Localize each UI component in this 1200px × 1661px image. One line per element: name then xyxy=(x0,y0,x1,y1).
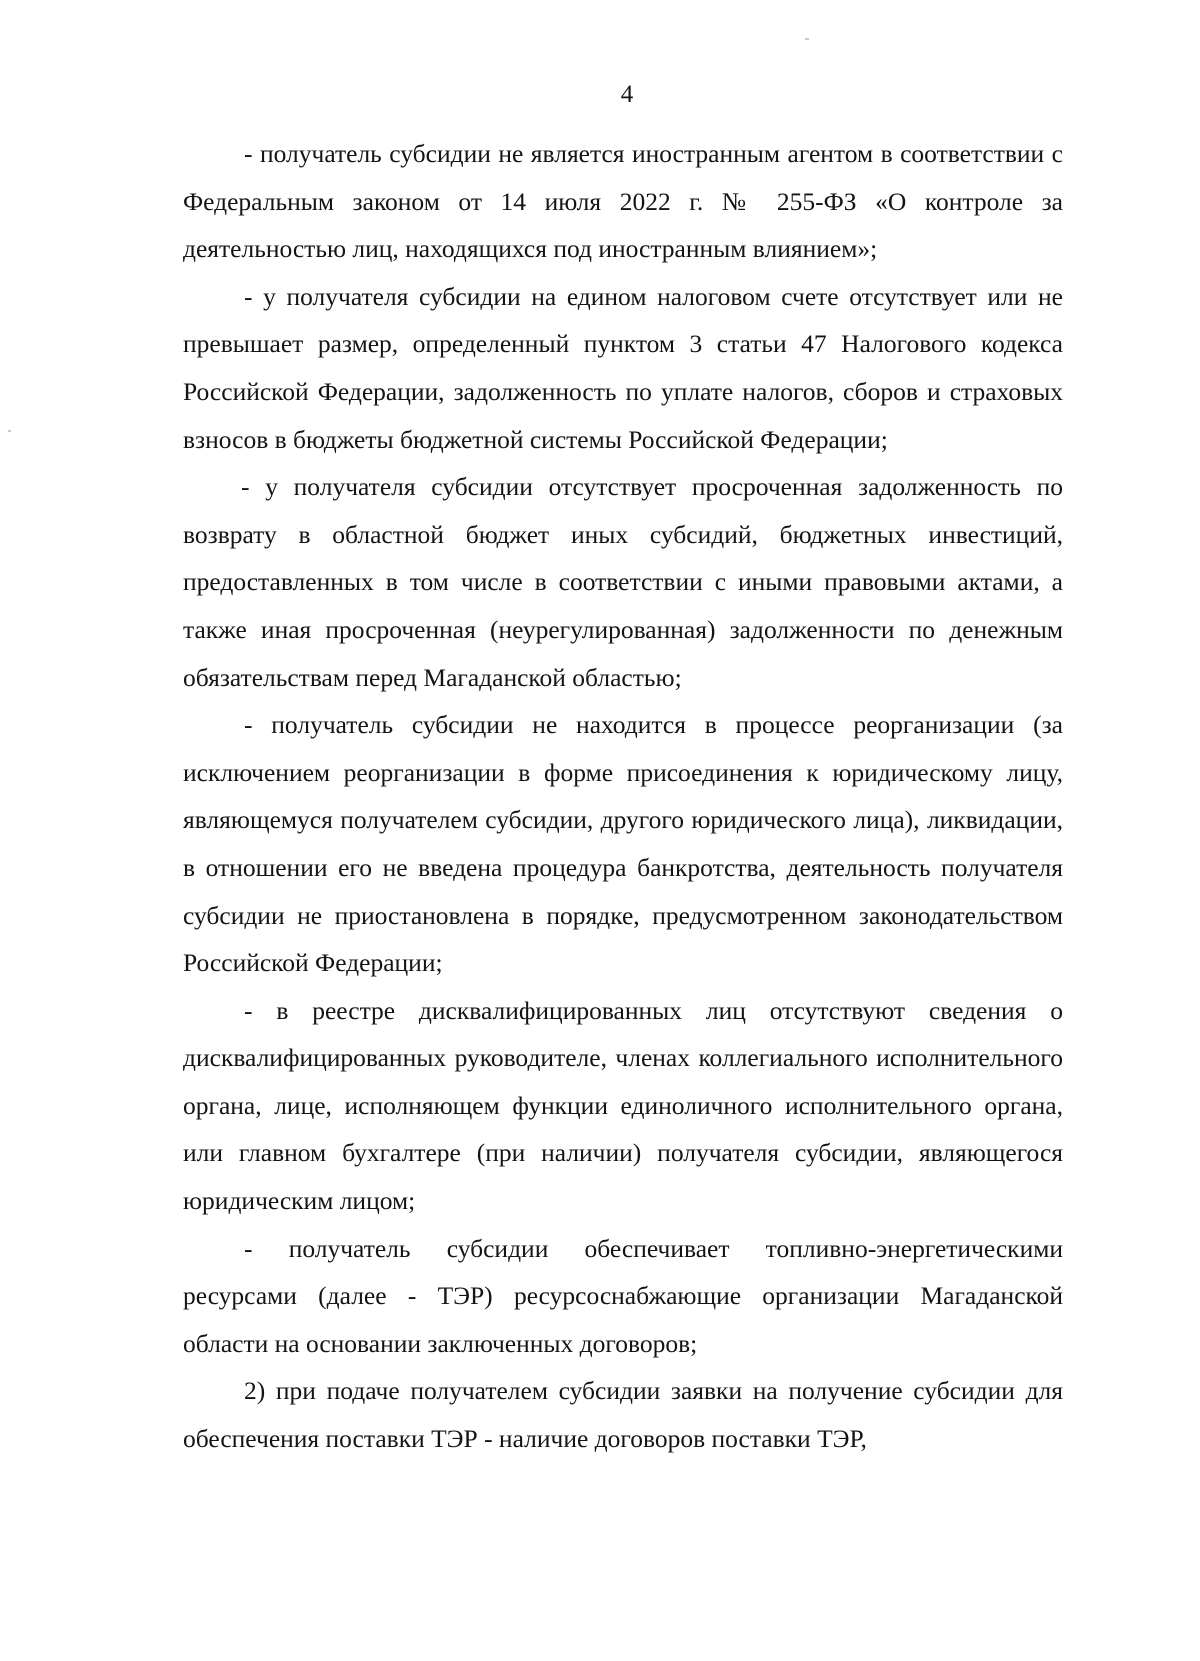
paragraph-disqualified-persons: - в реестре дисквалифицированных лиц отсутствуют сведения о дисквалифицированных руководителе, членах коллегиального исполнительного органа, лице, исполняющем функции единоличного исполнительного органа, или главном бухгалтере (при наличии) получателя субсидии, являющегося юридическим лицом; xyxy=(183,995,1063,1216)
paragraph-overdue-debt: - у получателя субсидии отсутствует просроченная задолженность по возврату в областной бюджет иных субсидий, бюджетных инвестиций, предоставленных в том числе в соответствии с иными правовыми актами, а также иная просроченная (неурегулированная) задолженности по денежным обязательствам перед Магаданской областью; xyxy=(183,472,1063,692)
page-number: 4 xyxy=(620,81,634,108)
paragraph-reorganization: - получатель субсидии не находится в процессе реорганизации (за исключением реорганизации в форме присоединения к юридическому лицу, являющемуся получателем субсидии, другого юридического лица), ликвидации, в отношении его не введена процедура банкротства, деятельность получателя субсидии не приостановлена в порядке, предусмотренном законодательством Российской Федерации; xyxy=(183,710,1063,978)
scan-artifact-top xyxy=(805,38,809,40)
document-body xyxy=(183,130,1063,1463)
scan-artifact-left xyxy=(8,430,11,432)
paragraph-tax-debt: - у получателя субсидии на едином налоговом счете отсутствует или не превышает размер, определенный пунктом 3 статьи 47 Налогового кодекса Российской Федерации, задолженность по уплате налогов, сборов и страховых взносов в бюджеты бюджетной системы Российской Федерации; xyxy=(183,281,1063,454)
paragraph-fuel-energy-supply: - получатель субсидии обеспечивает топливно-энергетическими ресурсами (далее - ТЭР) ресурсоснабжающие организации Магаданской области на основании заключенных договоров; xyxy=(183,1233,1063,1358)
paragraph-item-2-supply-contracts: 2) при подаче получателем субсидии заявки на получение субсидии для обеспечения поставки ТЭР - наличие договоров поставки ТЭР, xyxy=(183,1376,1063,1454)
paragraph-foreign-agent: - получатель субсидии не является иностранным агентом в соответствии с Федеральным законом от 14 июля 2022 г. № 255-ФЗ «О контроле за деятельностью лиц, находящихся под иностранным влиянием»; xyxy=(183,139,1063,264)
